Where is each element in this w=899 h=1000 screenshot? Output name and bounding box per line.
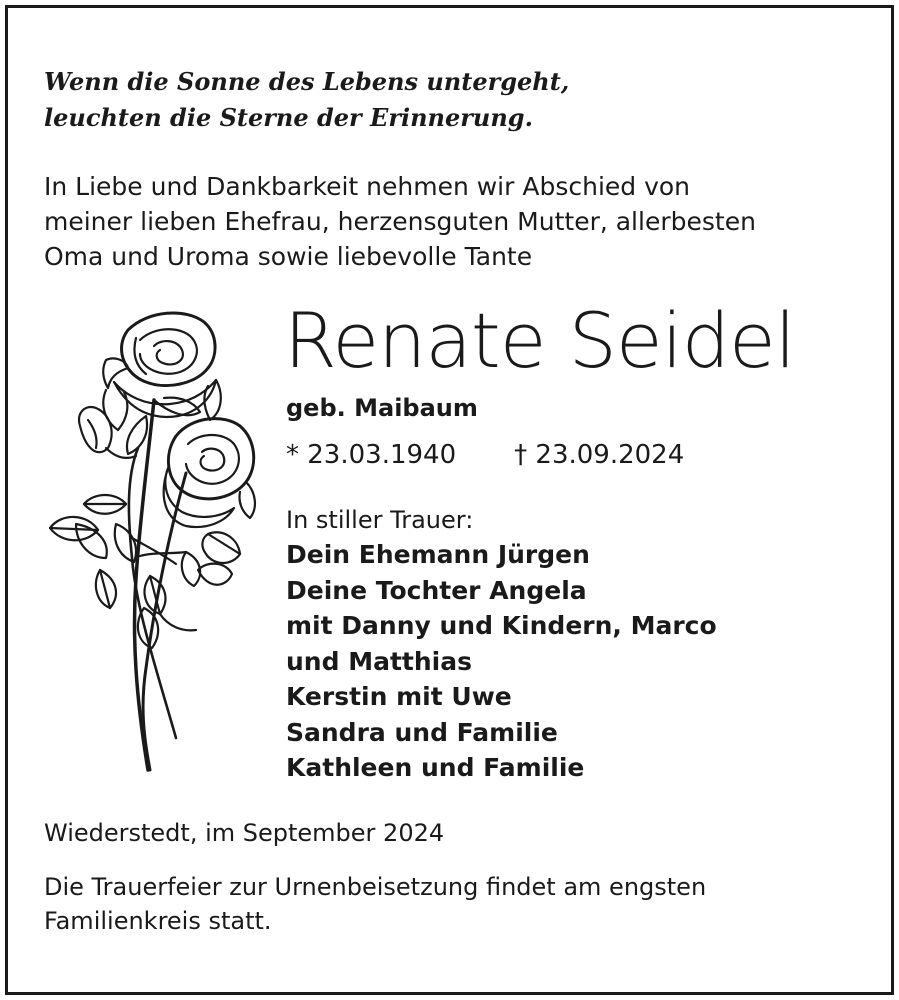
intro-line: In Liebe und Dankbarkeit nehmen wir Abschied von — [44, 172, 691, 201]
intro-line: Oma und Uroma sowie liebevolle Tante — [44, 242, 533, 271]
quote-line: leuchten die Sterne der Erinnerung. — [44, 103, 533, 132]
mourner-line: Sandra und Familie — [286, 717, 558, 747]
funeral-notice — [44, 870, 706, 938]
mourner-line: Kerstin mit Uwe — [286, 682, 512, 711]
birth-date: * 23.03.1940 — [286, 440, 457, 470]
mourners-list — [286, 537, 717, 786]
mourner-line: Kathleen und Familie — [286, 753, 585, 782]
intro-text — [44, 169, 756, 274]
mourner-line: mit Danny und Kindern, Marco — [286, 611, 717, 640]
deceased-name: Renate Seidel — [284, 296, 795, 385]
mourner-line: Deine Tochter Angela — [286, 575, 587, 605]
funeral-line: Familienkreis statt. — [44, 907, 272, 935]
memorial-quote — [44, 64, 569, 136]
mourners-label: In stiller Trauer: — [286, 506, 474, 534]
place-and-date: Wiederstedt, im September 2024 — [44, 819, 445, 847]
death-date: † 23.09.2024 — [514, 440, 685, 470]
life-dates — [286, 438, 684, 472]
rose-icon — [36, 308, 266, 778]
funeral-line: Die Trauerfeier zur Urnenbeisetzung findet am engsten — [44, 873, 707, 901]
quote-line: Wenn die Sonne des Lebens untergeht, — [44, 67, 570, 96]
mourner-line: Dein Ehemann Jürgen — [286, 540, 590, 569]
birth-name: geb. Maibaum — [286, 394, 478, 422]
intro-line: meiner lieben Ehefrau, herzensguten Mutter, allerbesten — [44, 207, 756, 236]
mourner-line: und Matthias — [286, 646, 472, 676]
